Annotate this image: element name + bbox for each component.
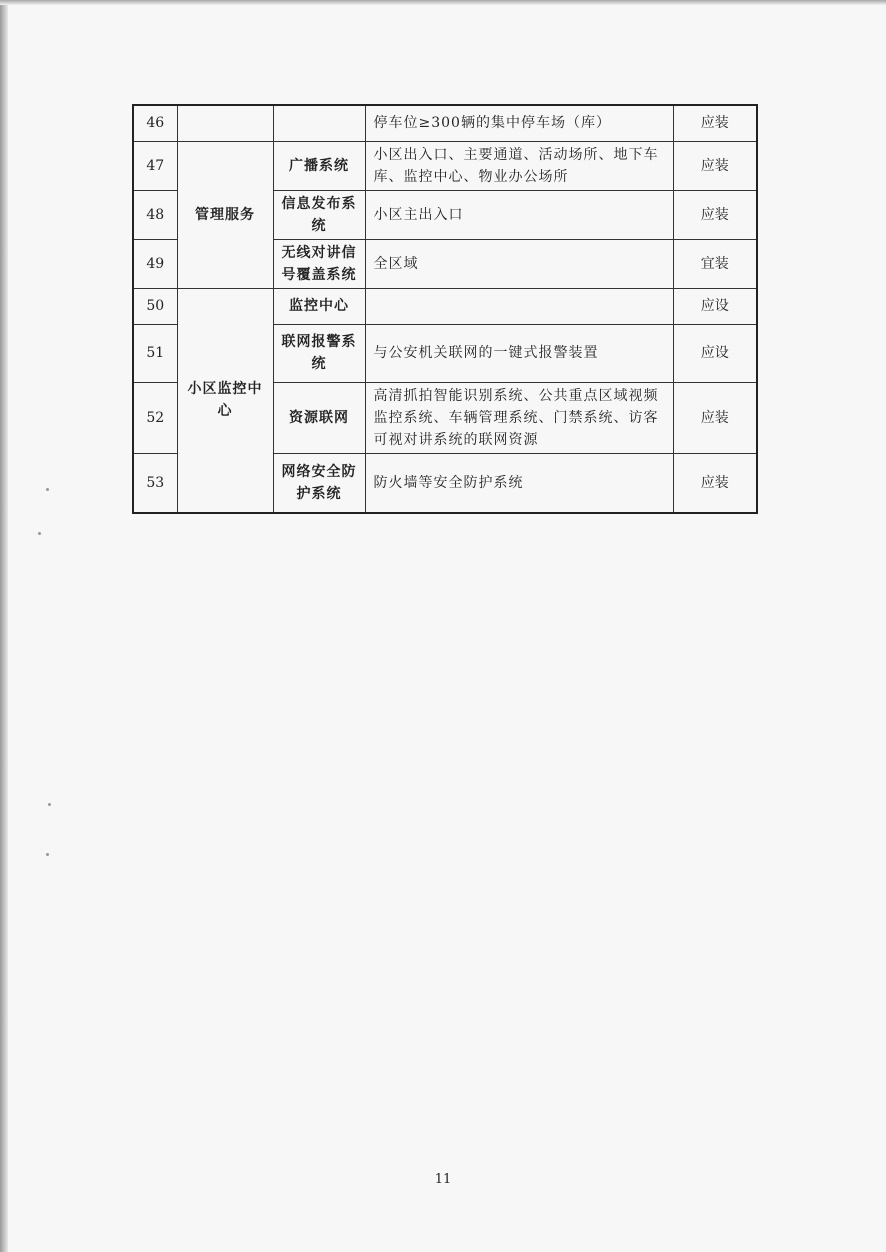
requirement-cell: 宜装 bbox=[673, 239, 757, 288]
category-monitoring: 小区监控中心 bbox=[177, 288, 273, 513]
requirement-cell: 应装 bbox=[673, 141, 757, 190]
requirement-cell: 应设 bbox=[673, 288, 757, 324]
row-number: 49 bbox=[133, 239, 177, 288]
location-cell: 小区主出入口 bbox=[365, 190, 673, 239]
system-cell: 网络安全防护系统 bbox=[273, 453, 365, 513]
system-cell: 监控中心 bbox=[273, 288, 365, 324]
scan-speck bbox=[46, 488, 49, 491]
requirement-cell: 应装 bbox=[673, 105, 757, 141]
location-cell: 停车位≥300辆的集中停车场（库） bbox=[365, 105, 673, 141]
scan-speck bbox=[48, 803, 51, 806]
table-row bbox=[133, 105, 757, 141]
category-management: 管理服务 bbox=[177, 141, 273, 288]
requirement-cell: 应装 bbox=[673, 190, 757, 239]
system-cell: 信息发布系统 bbox=[273, 190, 365, 239]
requirement-cell: 应装 bbox=[673, 382, 757, 453]
location-cell: 高清抓拍智能识别系统、公共重点区域视频监控系统、车辆管理系统、门禁系统、访客可视对讲系统的联网资源 bbox=[365, 382, 673, 453]
system-cell: 无线对讲信号覆盖系统 bbox=[273, 239, 365, 288]
location-cell bbox=[365, 288, 673, 324]
location-cell: 防火墙等安全防护系统 bbox=[365, 453, 673, 513]
row-number: 53 bbox=[133, 453, 177, 513]
row-number: 47 bbox=[133, 141, 177, 190]
spec-table-container bbox=[132, 104, 756, 514]
row-number: 51 bbox=[133, 324, 177, 382]
location-cell: 与公安机关联网的一键式报警装置 bbox=[365, 324, 673, 382]
row-number: 48 bbox=[133, 190, 177, 239]
row-number: 52 bbox=[133, 382, 177, 453]
row-number: 50 bbox=[133, 288, 177, 324]
row-number: 46 bbox=[133, 105, 177, 141]
system-cell: 广播系统 bbox=[273, 141, 365, 190]
scan-speck bbox=[38, 532, 41, 535]
requirement-cell: 应设 bbox=[673, 324, 757, 382]
system-cell bbox=[273, 105, 365, 141]
spec-table bbox=[132, 104, 758, 514]
system-cell: 联网报警系统 bbox=[273, 324, 365, 382]
table-row bbox=[133, 288, 757, 324]
location-cell: 全区域 bbox=[365, 239, 673, 288]
page-number: 11 bbox=[434, 1172, 452, 1187]
system-cell: 资源联网 bbox=[273, 382, 365, 453]
table-row bbox=[133, 141, 757, 190]
category-cell bbox=[177, 105, 273, 141]
requirement-cell: 应装 bbox=[673, 453, 757, 513]
page-edge-shadow bbox=[0, 0, 8, 1252]
scan-speck bbox=[46, 853, 49, 856]
location-cell: 小区出入口、主要通道、活动场所、地下车库、监控中心、物业办公场所 bbox=[365, 141, 673, 190]
page-top-shadow bbox=[0, 0, 886, 5]
